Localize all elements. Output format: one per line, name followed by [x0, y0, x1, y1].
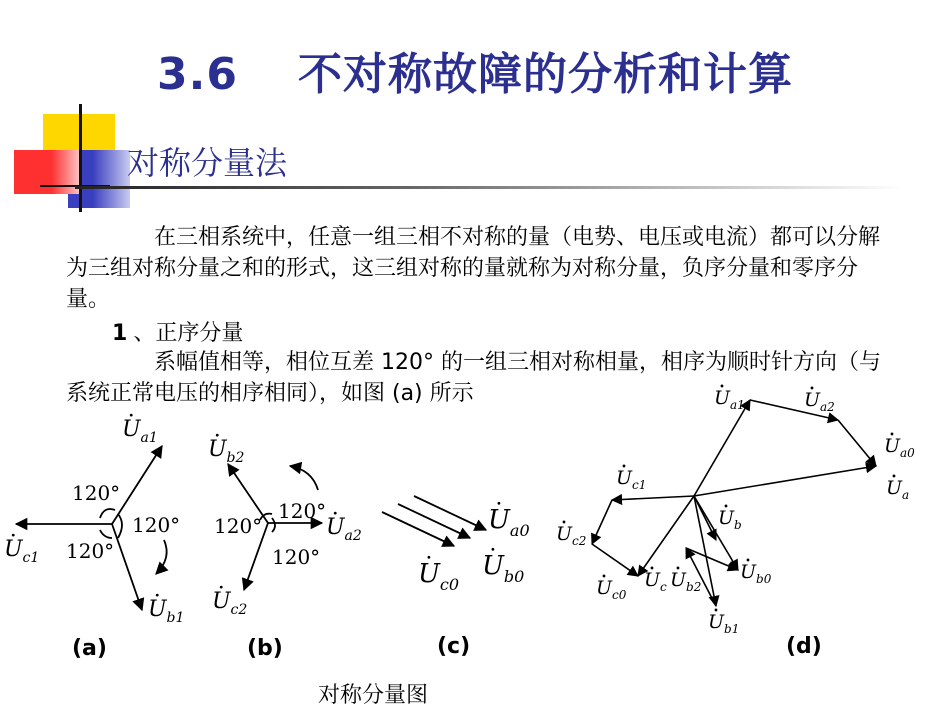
phasor-dot — [334, 512, 337, 515]
deco-vertical-line — [79, 104, 82, 212]
paragraph-1: 在三相系统中，任意一组三相不对称的量（电势、电压或电流）都可以分解为三组对称分量之和的形式，这三组对称的量就称为对称分量，负序分量和零序分量。 — [66, 225, 881, 312]
phasor-labels-d — [556, 385, 915, 636]
phasor-dot — [603, 575, 606, 578]
slide-title — [0, 38, 950, 102]
phasor-dot — [623, 465, 626, 468]
angle-arc-b2 — [272, 518, 275, 532]
diagram-b — [228, 464, 322, 590]
label-ub1: $U_{b1}$ — [148, 597, 185, 626]
divider — [75, 186, 905, 189]
panel-label-a: (a) — [72, 636, 107, 661]
label-d-ub1: $U_{b1}$ — [708, 611, 740, 636]
angle-label: 120° — [72, 481, 121, 505]
phasor-dot — [563, 521, 566, 524]
label-d-uc: $U_c$ — [644, 569, 667, 594]
heading-positive-sequence — [112, 316, 243, 347]
subtitle: 对称分量法 — [127, 144, 288, 182]
label-ub0: $U_{b0}$ — [482, 551, 525, 586]
label-uc1: $U_{c1}$ — [4, 537, 40, 566]
label-uc2: $U_{c2}$ — [212, 589, 248, 618]
label-d-ub0: $U_{b0}$ — [740, 561, 772, 586]
angle-arc-a2 — [118, 514, 122, 538]
phasor-ua1 — [112, 446, 162, 524]
phasor-d-uc2 — [592, 500, 612, 544]
phasor-uc2 — [244, 523, 268, 590]
angle-label: 120° — [132, 513, 181, 537]
phasor-dot — [651, 567, 654, 570]
phasor-dot — [725, 505, 728, 508]
panel-label-d: (d) — [786, 634, 822, 659]
phasor-d-uc — [638, 496, 694, 576]
phasor-dot — [891, 433, 894, 436]
labels-a — [66, 481, 180, 563]
angle-label: 120° — [66, 539, 115, 563]
phasor-d-ub0 — [686, 548, 738, 570]
angle-label: 120° — [278, 499, 327, 523]
label-ub2: $U_{b2}$ — [208, 437, 245, 466]
phasor-ub1 — [112, 524, 142, 610]
phasor-dot — [747, 559, 750, 562]
phasor-dot — [492, 548, 495, 551]
label-d-ub: $U_b$ — [718, 507, 742, 532]
diagram-a — [16, 446, 167, 610]
phasor-d-ub-link — [694, 496, 738, 570]
label-d-uc2: $U_{c2}$ — [556, 523, 587, 548]
angle-arc-a3 — [100, 530, 112, 538]
phasor-dot — [130, 414, 133, 417]
paragraph-2: 系幅值相等，相位互差 120° 的一组三相对称相量，相序为顺时针方向（与系统正常电压的相序相同），如图 (a) 所示 — [66, 350, 881, 406]
angle-label: 120° — [272, 545, 321, 569]
label-ua2: $U_{a2}$ — [326, 515, 362, 544]
deco-red-square — [14, 150, 82, 194]
label-d-ua: $U_a$ — [886, 477, 910, 502]
phasor-d-ua0 — [838, 420, 876, 466]
label-ua1: $U_{a1}$ — [122, 417, 158, 446]
diagram-d — [592, 400, 876, 606]
phasor-dot — [216, 434, 219, 437]
figure-caption: 对称分量图 — [318, 683, 429, 708]
label-d-ua1: $U_{a1}$ — [714, 387, 745, 412]
panel-label-c: (c) — [437, 634, 471, 659]
phasor-ub2 — [228, 464, 268, 523]
label-d-ua0: $U_{a0}$ — [884, 435, 915, 460]
label-d-ub2: $U_{b2}$ — [670, 569, 702, 594]
angle-arc-a1 — [100, 509, 115, 518]
phasor-dot — [220, 586, 223, 589]
angle-label: 120° — [214, 514, 263, 538]
phasor-d-ub2 — [686, 548, 716, 606]
phasor-d-uc1 — [612, 496, 694, 500]
phasor-labels-c — [418, 502, 530, 594]
heading-number: 1 — [112, 321, 128, 346]
title-text: 不对称故障的分析和计算 — [297, 49, 793, 100]
section-number: 3.6 — [157, 49, 238, 100]
rotation-arrow-b — [290, 466, 318, 490]
angle-arc-b1 — [260, 514, 272, 520]
phasor-dot — [12, 534, 15, 537]
phasor-uc0 — [382, 512, 454, 546]
phasor-dot — [893, 475, 896, 478]
rotation-arrow-a — [156, 540, 167, 574]
phasor-labels-a — [4, 414, 184, 626]
phasor-dot — [715, 609, 718, 612]
label-uc0: $U_{c0}$ — [418, 559, 460, 594]
phasor-d-uc0 — [592, 544, 638, 576]
phasor-labels-b — [208, 434, 362, 618]
label-d-ua2: $U_{a2}$ — [804, 389, 835, 414]
labels-b — [214, 499, 326, 569]
phasor-dot — [428, 556, 431, 559]
phasor-d-ub — [694, 496, 716, 540]
phasor-dot — [156, 594, 159, 597]
phasor-dot — [677, 567, 680, 570]
phasor-d-ub1 — [694, 496, 716, 606]
panel-label-b: (b) — [247, 636, 283, 661]
heading-text: 、正序分量 — [133, 321, 244, 346]
label-d-uc0: $U_{c0}$ — [596, 577, 627, 602]
phasor-d-ua1 — [694, 400, 750, 496]
label-d-uc1: $U_{c1}$ — [616, 467, 647, 492]
label-ua0: $U_{a0}$ — [488, 505, 530, 540]
phasor-dot — [498, 502, 501, 505]
diagram-c — [382, 496, 486, 546]
phasor-d-ua — [694, 466, 876, 496]
phasor-ua0 — [414, 496, 486, 530]
phasor-ub0 — [398, 504, 470, 538]
